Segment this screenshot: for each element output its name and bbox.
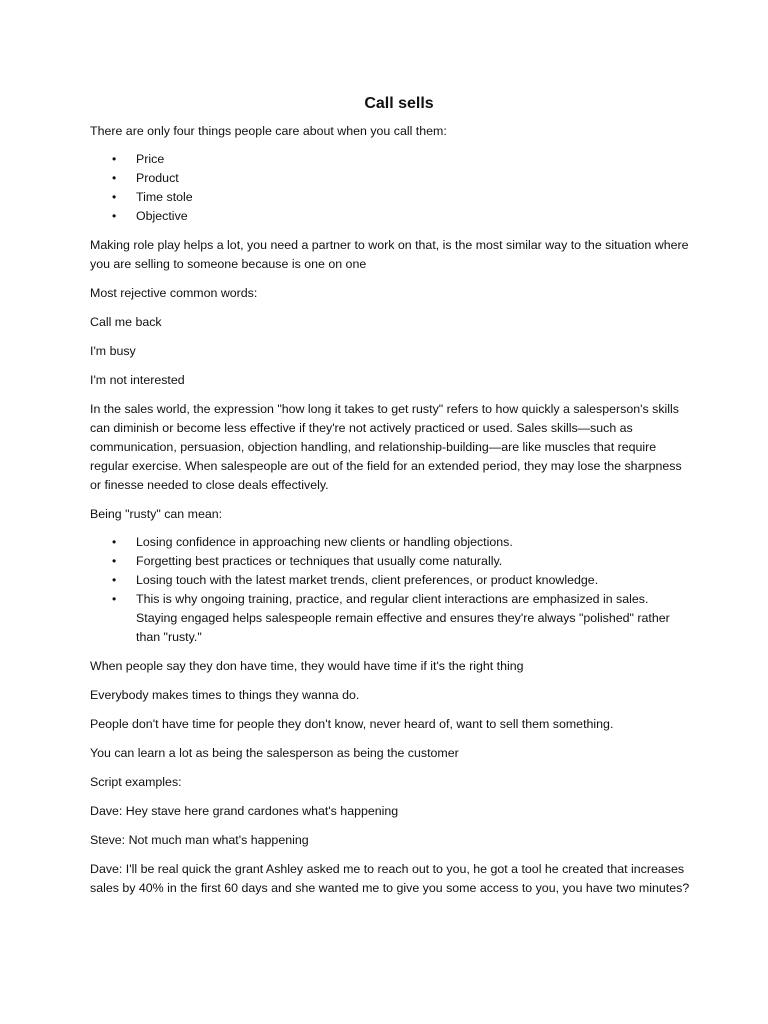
rejective-phrase: I'm busy <box>90 344 136 358</box>
rusty-list <box>90 533 690 647</box>
rusty-heading: Being "rusty" can mean: <box>90 507 223 521</box>
list-item: • Losing touch with the latest market trends, client preferences, or product knowledge. <box>90 571 690 590</box>
rejective-phrase: Call me back <box>90 315 162 329</box>
bullet-icon: • <box>112 592 117 606</box>
list-item: • Time stole <box>90 188 690 207</box>
time-paragraph: When people say they don have time, they would have time if it's the right thing <box>90 659 524 673</box>
list-item: • Forgetting best practices or techniques that usually come naturally. <box>90 552 690 571</box>
bullet-icon: • <box>112 535 117 549</box>
bullet-icon: • <box>112 554 117 568</box>
script-line: Steve: Not much man what's happening <box>90 833 309 847</box>
script-line: Dave: I'll be real quick the grant Ashley asked me to reach out to you, he got a tool he created that increases sales by 40% in the first 60 days and she wanted me to give you some access to you, you have two minutes? <box>90 862 690 895</box>
bullet-icon: • <box>112 171 117 185</box>
intro-paragraph: There are only four things people care about when you call them: <box>90 124 447 138</box>
bullet-icon: • <box>112 573 117 587</box>
list-item: • Price <box>90 150 690 169</box>
script-line: Dave: Hey stave here grand cardones what's happening <box>90 804 399 818</box>
list-item: • Objective <box>90 207 690 226</box>
bullet-icon: • <box>112 209 117 223</box>
rusty-paragraph: In the sales world, the expression "how long it takes to get rusty" refers to how quickly a salesperson's skills can diminish or become less effective if they're not actively practiced or used. Sales skills—such as communication, persuasion, objection handling, and relationship-building—are like muscles that require regular exercise. When salespeople are out of the field for an extended period, they may lose the sharpness or finesse needed to close deals effectively. <box>90 402 682 492</box>
learn-paragraph: You can learn a lot as being the salesperson as being the customer <box>90 746 459 760</box>
list-item: • Product <box>90 169 690 188</box>
things-list <box>90 150 690 226</box>
list-item: • Losing confidence in approaching new clients or handling objections. <box>90 533 690 552</box>
document-page <box>90 92 690 908</box>
bullet-icon: • <box>112 190 117 204</box>
time-paragraph: Everybody makes times to things they wanna do. <box>90 688 360 702</box>
list-item: • This is why ongoing training, practice, and regular client interactions are emphasized in sales. Staying engaged helps salespeople remain effective and ensures they're always "polished" rather than "rusty." <box>112 592 670 644</box>
role-play-paragraph: Making role play helps a lot, you need a partner to work on that, is the most similar way to the situation where you are selling to someone because is one on one <box>90 238 689 271</box>
document-title: Call sells <box>364 95 434 112</box>
rejective-phrase: I'm not interested <box>90 373 185 387</box>
time-paragraph: People don't have time for people they don't know, never heard of, want to sell them something. <box>90 717 614 731</box>
bullet-icon: • <box>112 152 117 166</box>
rejective-heading: Most rejective common words: <box>90 286 258 300</box>
script-heading: Script examples: <box>90 775 182 789</box>
